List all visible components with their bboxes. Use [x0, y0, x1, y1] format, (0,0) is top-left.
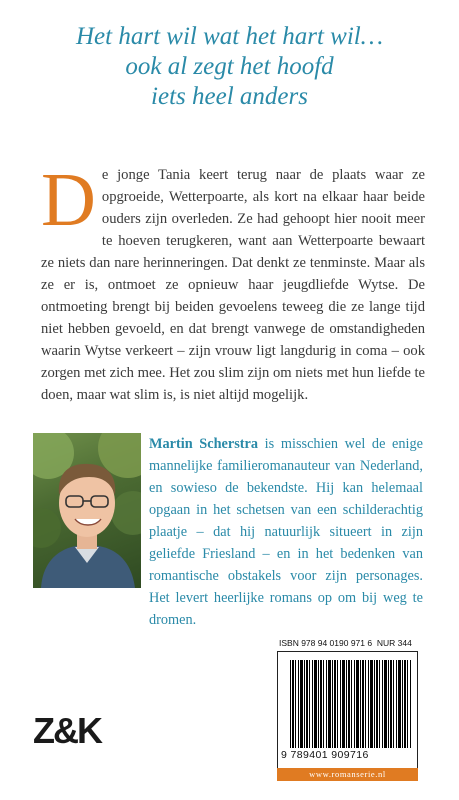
barcode-frame: [277, 651, 418, 769]
author-photo: [33, 433, 141, 588]
isbn-line: [277, 637, 418, 650]
blurb-text: e jonge Tania keert terug naar de plaats waar ze opgroeide, Wetterpoarte, als kort na elkaar haar beide ouders zijn overleden. Ze had gehoopt hier nooit meer te hoeven terugkeren, want aan Wetterpoarte bewaart ze niets dan nare herinneringen. Dat denkt ze tenminste. Maar als ze er is, ontmoet ze opnieuw haar jeugdliefde Wytse. De ontmoeting brengt bij beiden gevoelens teweeg die ze lange tijd niet hebben gevoeld, en dat brengt vanwege de omstandigheden waarin Wytse verkeert – zijn vrouw ligt langdurig in coma – ook zorgen met zich mee. Het zou slim zijn om niets met hun liefde te doen, maar wat slim is, is niet altijd mogelijk.: [41, 167, 425, 403]
barcode-digits: 9 789401 909716: [281, 749, 369, 761]
tagline: [0, 22, 459, 112]
author-bio: [149, 433, 423, 631]
blurb: [41, 158, 425, 406]
tagline-line-1: Het hart wil wat het hart wil…: [76, 23, 383, 50]
website-band: www.romanserie.nl: [277, 768, 418, 781]
nur: NUR 344: [376, 638, 412, 648]
tagline-line-3: iets heel anders: [151, 83, 308, 110]
tagline-line-2: ook al zegt het hoofd: [125, 53, 334, 80]
publisher-logo: Z&K: [33, 710, 101, 751]
drop-cap: D: [41, 158, 96, 242]
barcode-block: [277, 637, 418, 781]
author-bio-text: is misschien wel de enige mannelijke familieromanauteur van Nederland, en sowieso de bekendste. Hij kan helemaal opgaan in het schetsen van een schilderachtig plaatje – dat hij natuurlijk situeert in zijn geliefde Friesland – en in het bedenken van romantische obstakels voor zijn personages. Het levert heerlijke romans op om bij weg te dromen.: [149, 436, 423, 628]
isbn: ISBN 978 94 0190 971 6: [279, 638, 373, 648]
author-name: Martin Scherstra: [149, 436, 259, 452]
barcode-bars: [290, 660, 412, 748]
author-portrait-illustration: [33, 433, 141, 588]
